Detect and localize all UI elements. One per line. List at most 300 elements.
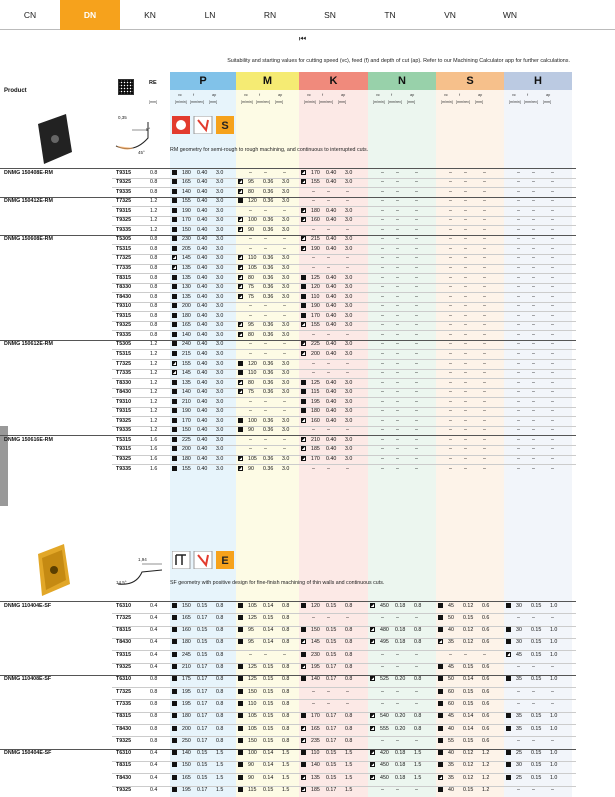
- empty-cell-h: –: [517, 312, 520, 319]
- cell-f-p: 0.17: [197, 676, 208, 683]
- cell-f-p: 0.40: [197, 370, 208, 377]
- subunit-f-h: [mm/rev]: [524, 100, 538, 104]
- empty-cell-h: –: [517, 331, 520, 338]
- cell-vc-p: 170: [182, 217, 191, 224]
- empty-cell-h: –: [551, 265, 554, 271]
- grade[interactable]: T6310: [116, 602, 132, 609]
- empty-cell-n: –: [396, 265, 399, 271]
- cell-f-p: 0.15: [197, 762, 208, 769]
- corner-radius: 1.2: [150, 427, 158, 434]
- empty-cell-h: –: [551, 341, 554, 348]
- secondary-choice-icon: [301, 217, 306, 222]
- grade[interactable]: T5315: [116, 245, 132, 252]
- grade[interactable]: T9315: [116, 446, 132, 453]
- cell-f-m: 0.15: [263, 737, 274, 744]
- grade[interactable]: T7325: [116, 360, 132, 367]
- primary-choice-icon: [238, 639, 243, 644]
- empty-cell-n: –: [396, 427, 399, 434]
- cell-ap-n: 0.8: [414, 627, 422, 634]
- product-code[interactable]: DNMG 110408E-SF: [4, 676, 52, 683]
- cell-ap-k: 3.0: [345, 350, 353, 357]
- empty-cell-h: –: [532, 284, 535, 291]
- secondary-choice-icon: [370, 639, 375, 644]
- cell-ap-s: 0.6: [482, 664, 490, 670]
- primary-choice-icon: [172, 713, 177, 718]
- grade[interactable]: T9315: [116, 169, 132, 176]
- empty-cell-n: –: [415, 389, 418, 396]
- empty-cell-s: –: [449, 274, 452, 281]
- empty-cell-n: –: [415, 446, 418, 453]
- empty-cell-n: –: [396, 465, 399, 472]
- empty-cell-s: –: [464, 217, 467, 224]
- grade[interactable]: T9335: [116, 331, 132, 338]
- primary-choice-icon: [172, 689, 177, 694]
- primary-choice-icon: [438, 615, 443, 620]
- table-row: [0, 359, 576, 369]
- table-row: [0, 378, 576, 388]
- empty-cell-k: –: [346, 688, 349, 695]
- corner-radius: 1.2: [150, 389, 158, 396]
- tab-sn[interactable]: SN: [324, 10, 336, 20]
- empty-cell-n: –: [381, 446, 384, 453]
- empty-cell-s: –: [483, 417, 486, 424]
- material-header-m: M: [236, 72, 299, 90]
- empty-cell-h: –: [532, 245, 535, 252]
- grade[interactable]: T7325: [116, 614, 132, 621]
- empty-cell-h: –: [551, 446, 554, 453]
- tab-kn[interactable]: KN: [144, 10, 156, 20]
- grade[interactable]: T7335: [116, 700, 132, 707]
- grade[interactable]: T5315: [116, 436, 132, 443]
- empty-cell-m: –: [283, 169, 286, 176]
- cell-ap-s: 0.6: [482, 737, 490, 744]
- empty-cell-h: –: [551, 700, 554, 707]
- cell-f-m: 0.36: [263, 427, 274, 434]
- cell-ap-k: 3.0: [345, 179, 353, 186]
- grade[interactable]: T9325: [116, 664, 132, 670]
- cell-vc-p: 195: [182, 787, 191, 793]
- first-page-icon[interactable]: ⏮: [299, 34, 307, 43]
- secondary-choice-icon: [301, 208, 306, 213]
- grade[interactable]: T9325: [116, 217, 132, 224]
- cell-f-n: 0.18: [395, 627, 406, 634]
- secondary-choice-icon: [370, 627, 375, 632]
- grade[interactable]: T9335: [116, 188, 132, 195]
- empty-cell-s: –: [483, 379, 486, 386]
- empty-cell-n: –: [381, 737, 384, 744]
- tab-cn[interactable]: CN: [23, 10, 37, 20]
- cell-vc-p: 140: [182, 188, 191, 195]
- primary-choice-icon: [172, 389, 177, 394]
- cell-f-m: 0.36: [263, 379, 274, 386]
- grade[interactable]: T7325: [116, 255, 132, 262]
- cell-vc-m: 80: [248, 379, 254, 386]
- grade[interactable]: T9315: [116, 651, 132, 658]
- table-row: [0, 724, 576, 734]
- primary-choice-icon: [172, 399, 177, 404]
- grade[interactable]: T9325: [116, 179, 132, 186]
- empty-cell-s: –: [483, 274, 486, 281]
- empty-cell-h: –: [532, 614, 535, 621]
- empty-cell-s: –: [464, 236, 467, 243]
- cell-ap-k: 3.0: [345, 312, 353, 319]
- grade[interactable]: T8430: [116, 725, 132, 732]
- primary-choice-icon: [238, 418, 243, 423]
- empty-cell-n: –: [381, 198, 384, 205]
- empty-cell-h: –: [551, 408, 554, 415]
- grade[interactable]: T9310: [116, 398, 132, 405]
- grade[interactable]: T8315: [116, 274, 132, 281]
- cell-vc-m: 150: [248, 688, 257, 695]
- empty-cell-n: –: [415, 236, 418, 243]
- cell-ap-m: 0.8: [282, 614, 290, 621]
- cell-ap-p: 0.8: [216, 639, 224, 646]
- cell-ap-m: 1.5: [282, 774, 290, 781]
- grade[interactable]: T8430: [116, 774, 132, 781]
- empty-cell-k: –: [346, 427, 349, 434]
- table-row: [0, 675, 576, 685]
- secondary-choice-icon: [238, 294, 243, 299]
- secondary-choice-icon: [172, 265, 177, 270]
- table-row: [0, 369, 576, 379]
- grade[interactable]: T5305: [116, 236, 132, 243]
- cell-ap-k: 3.0: [345, 417, 353, 424]
- cell-ap-p: 3.0: [216, 417, 224, 424]
- empty-cell-k: –: [327, 198, 330, 205]
- grade[interactable]: T8330: [116, 379, 132, 386]
- cell-ap-s: 0.6: [482, 725, 490, 732]
- tab-vn[interactable]: VN: [444, 10, 456, 20]
- cell-vc-k: 200: [311, 350, 320, 357]
- primary-choice-icon: [301, 750, 306, 755]
- grade[interactable]: T9335: [116, 226, 132, 233]
- cell-vc-p: 140: [182, 331, 191, 338]
- table-row: [0, 435, 576, 445]
- cell-ap-m: 0.8: [282, 737, 290, 744]
- corner-radius: 0.4: [150, 664, 158, 670]
- cell-ap-p: 3.0: [216, 207, 224, 214]
- empty-cell-m: –: [283, 245, 286, 252]
- cell-ap-m: 3.0: [282, 217, 290, 224]
- tab-ln[interactable]: LN: [204, 10, 216, 20]
- empty-cell-h: –: [532, 456, 535, 462]
- cell-vc-p: 155: [182, 198, 191, 205]
- grade[interactable]: T9335: [116, 465, 132, 472]
- primary-choice-icon: [172, 380, 177, 385]
- empty-cell-s: –: [449, 341, 452, 348]
- cell-f-m: 0.36: [263, 465, 274, 472]
- cell-ap-m: 0.8: [282, 639, 290, 646]
- primary-choice-icon: [172, 639, 177, 644]
- empty-cell-m: –: [283, 651, 286, 658]
- grade[interactable]: T8315: [116, 713, 132, 720]
- corner-radius: 0.4: [150, 787, 158, 793]
- cell-f-m: 0.36: [263, 293, 274, 300]
- empty-cell-k: –: [312, 700, 315, 707]
- subcol-f-h: f: [527, 93, 529, 97]
- empty-cell-m: –: [283, 341, 286, 348]
- grade[interactable]: T9325: [116, 322, 132, 329]
- empty-cell-m: –: [249, 303, 252, 310]
- subunit-vc-s: [m/min]: [441, 100, 453, 104]
- empty-cell-s: –: [483, 188, 486, 195]
- empty-cell-n: –: [415, 198, 418, 205]
- empty-cell-s: –: [483, 427, 486, 434]
- empty-cell-n: –: [396, 408, 399, 415]
- product-code[interactable]: DNMG 110404E-SF: [4, 602, 52, 609]
- cell-f-m: 0.15: [263, 676, 274, 683]
- cell-ap-p: 0.8: [216, 664, 224, 670]
- empty-cell-s: –: [449, 417, 452, 424]
- corner-radius: 1.2: [150, 417, 158, 424]
- cell-ap-m: 3.0: [282, 226, 290, 233]
- primary-choice-icon: [238, 427, 243, 432]
- empty-cell-s: –: [464, 198, 467, 205]
- grade[interactable]: T9325: [116, 417, 132, 424]
- product-code[interactable]: DNMG 150408E-RM: [4, 169, 53, 176]
- tab-tn[interactable]: TN: [384, 10, 396, 20]
- primary-choice-icon: [238, 713, 243, 718]
- cell-vc-s: 45: [448, 713, 454, 720]
- cell-f-s: 0.14: [463, 713, 474, 720]
- cell-f-k: 0.40: [326, 322, 337, 329]
- subcol-ap-p: ap: [212, 93, 217, 97]
- cell-vc-m: 80: [248, 274, 254, 281]
- cell-f-k: 0.40: [326, 389, 337, 396]
- cell-vc-p: 155: [182, 360, 191, 367]
- empty-cell-s: –: [483, 255, 486, 262]
- cell-vc-m: 95: [248, 639, 254, 646]
- empty-cell-m: –: [264, 312, 267, 319]
- empty-cell-m: –: [283, 398, 286, 405]
- grade[interactable]: T8430: [116, 293, 132, 300]
- cell-vc-p: 165: [182, 322, 191, 329]
- grade[interactable]: T7325: [116, 198, 132, 205]
- cell-vc-k: 140: [311, 762, 320, 769]
- cell-vc-m: 110: [248, 255, 257, 262]
- grade[interactable]: T8330: [116, 284, 132, 291]
- grade[interactable]: T6310: [116, 676, 132, 683]
- cell-ap-k: 0.8: [345, 725, 353, 732]
- empty-cell-s: –: [464, 274, 467, 281]
- cell-vc-k: 170: [311, 312, 320, 319]
- cell-vc-p: 145: [182, 255, 191, 262]
- tab-dn[interactable]: DN: [60, 0, 120, 30]
- primary-choice-icon: [238, 762, 243, 767]
- cell-f-m: 0.14: [263, 750, 274, 757]
- subunit-vc-m: [m/min]: [241, 100, 253, 104]
- empty-cell-n: –: [381, 688, 384, 695]
- cell-vc-m: 95: [248, 179, 254, 186]
- cell-f-p: 0.17: [197, 725, 208, 732]
- subunit-ap-n: [mm]: [407, 100, 415, 104]
- product-code[interactable]: DNMG 150608E-RM: [4, 236, 53, 243]
- tab-wn[interactable]: WN: [502, 10, 518, 20]
- cell-f-k: 0.40: [326, 303, 337, 310]
- grade[interactable]: T9310: [116, 303, 132, 310]
- grade[interactable]: T5315: [116, 350, 132, 357]
- cell-ap-k: 3.0: [345, 284, 353, 291]
- empty-cell-h: –: [551, 169, 554, 176]
- grade[interactable]: T6310: [116, 750, 132, 757]
- grade[interactable]: T7335: [116, 370, 132, 377]
- empty-cell-h: –: [517, 664, 520, 670]
- primary-choice-icon: [238, 627, 243, 632]
- cell-f-s: 0.12: [463, 627, 474, 634]
- cell-vc-s: 40: [448, 725, 454, 732]
- empty-cell-h: –: [551, 255, 554, 262]
- empty-cell-n: –: [415, 688, 418, 695]
- cell-vc-k: 195: [311, 664, 320, 670]
- empty-cell-m: –: [264, 207, 267, 214]
- cell-vc-k: 140: [311, 676, 320, 683]
- grade[interactable]: T5305: [116, 341, 132, 348]
- cell-f-s: 0.12: [463, 602, 474, 609]
- insert-shape-tabs: [0, 0, 615, 30]
- grade[interactable]: T9335: [116, 427, 132, 434]
- empty-cell-h: –: [551, 370, 554, 377]
- primary-choice-icon: [172, 762, 177, 767]
- empty-cell-h: –: [532, 688, 535, 695]
- product-code[interactable]: DNMG 150612E-RM: [4, 341, 53, 348]
- cell-vc-p: 210: [182, 398, 191, 405]
- subunit-vc-h: [m/min]: [509, 100, 521, 104]
- primary-choice-icon: [172, 456, 177, 461]
- empty-cell-s: –: [464, 169, 467, 176]
- product-code[interactable]: DNMG 150404E-SF: [4, 750, 52, 757]
- primary-choice-icon: [172, 208, 177, 213]
- tab-rn[interactable]: RN: [263, 10, 277, 20]
- grade[interactable]: T9325: [116, 787, 132, 793]
- secondary-choice-icon: [301, 639, 306, 644]
- cell-f-h: 0.15: [531, 639, 542, 646]
- subcol-ap-n: ap: [410, 93, 415, 97]
- rm-geometry-description: RM geometry for semi-rough to rough machining, and continuous to interrupted cuts.: [170, 147, 369, 153]
- secondary-choice-icon: [238, 255, 243, 260]
- product-code[interactable]: DNMG 150616E-RM: [4, 436, 53, 443]
- grade[interactable]: T8315: [116, 627, 132, 634]
- secondary-choice-icon: [301, 170, 306, 175]
- grade[interactable]: T8315: [116, 762, 132, 769]
- cell-ap-k: 1.5: [345, 787, 353, 793]
- grade[interactable]: T9325: [116, 737, 132, 744]
- cell-f-s: 0.15: [463, 664, 474, 670]
- empty-cell-m: –: [283, 446, 286, 453]
- empty-cell-n: –: [415, 465, 418, 472]
- grade[interactable]: T7325: [116, 688, 132, 695]
- secondary-choice-icon: [370, 750, 375, 755]
- empty-cell-h: –: [551, 188, 554, 195]
- cell-f-s: 0.15: [463, 688, 474, 695]
- secondary-choice-icon: [238, 322, 243, 327]
- grade[interactable]: T8430: [116, 389, 132, 396]
- table-row: [0, 311, 576, 321]
- empty-cell-n: –: [381, 417, 384, 424]
- cell-ap-s: 0.6: [482, 676, 490, 683]
- subunit-vc-n: [m/min]: [373, 100, 385, 104]
- secondary-choice-icon: [370, 775, 375, 780]
- cell-f-k: 0.15: [326, 639, 337, 646]
- cell-vc-p: 240: [182, 341, 191, 348]
- primary-choice-icon: [238, 750, 243, 755]
- empty-cell-n: –: [381, 331, 384, 338]
- empty-cell-m: –: [249, 341, 252, 348]
- secondary-choice-icon: [301, 456, 306, 461]
- grade[interactable]: T8430: [116, 639, 132, 646]
- corner-radius: 0.8: [150, 236, 158, 243]
- empty-cell-n: –: [415, 737, 418, 744]
- cell-vc-k: 180: [311, 408, 320, 415]
- empty-cell-n: –: [381, 341, 384, 348]
- grade[interactable]: T9325: [116, 456, 132, 462]
- cell-f-m: 0.15: [263, 713, 274, 720]
- empty-cell-n: –: [381, 245, 384, 252]
- table-row: [0, 638, 576, 648]
- table-row: [0, 613, 576, 623]
- empty-cell-h: –: [551, 379, 554, 386]
- primary-choice-icon: [238, 603, 243, 608]
- empty-cell-n: –: [415, 188, 418, 195]
- table-row: [0, 407, 576, 417]
- empty-cell-h: –: [532, 293, 535, 300]
- cell-vc-k: 160: [311, 217, 320, 224]
- cell-vc-n: 450: [380, 774, 389, 781]
- empty-cell-h: –: [551, 389, 554, 396]
- empty-cell-k: –: [312, 226, 315, 233]
- grade[interactable]: T9315: [116, 408, 132, 415]
- empty-cell-h: –: [532, 389, 535, 396]
- table-row: [0, 197, 576, 207]
- cell-vc-n: 450: [380, 602, 389, 609]
- cell-vc-m: 120: [248, 360, 257, 367]
- cell-ap-k: 3.0: [345, 293, 353, 300]
- empty-cell-s: –: [483, 265, 486, 271]
- empty-cell-s: –: [464, 245, 467, 252]
- corner-radius: 0.4: [150, 651, 158, 658]
- cell-f-p: 0.17: [197, 713, 208, 720]
- secondary-choice-icon: [438, 639, 443, 644]
- secondary-choice-icon: [238, 217, 243, 222]
- primary-choice-icon: [301, 676, 306, 681]
- primary-choice-icon: [172, 603, 177, 608]
- empty-cell-s: –: [483, 169, 486, 176]
- primary-choice-icon: [172, 198, 177, 203]
- cell-ap-p: 3.0: [216, 236, 224, 243]
- empty-cell-k: –: [327, 360, 330, 367]
- qr-code-icon[interactable]: [118, 79, 134, 95]
- table-row: [0, 455, 576, 465]
- grade[interactable]: T9315: [116, 207, 132, 214]
- cell-ap-k: 3.0: [345, 389, 353, 396]
- empty-cell-s: –: [483, 207, 486, 214]
- empty-cell-s: –: [449, 293, 452, 300]
- cell-f-m: 0.36: [263, 322, 274, 329]
- product-code[interactable]: DNMG 150412E-RM: [4, 198, 53, 205]
- grade[interactable]: T7335: [116, 265, 132, 271]
- grade[interactable]: T9315: [116, 312, 132, 319]
- corner-radius: 0.8: [150, 700, 158, 707]
- empty-cell-s: –: [483, 217, 486, 224]
- cell-f-p: 0.40: [197, 169, 208, 176]
- empty-cell-s: –: [464, 341, 467, 348]
- cell-f-p: 0.17: [197, 787, 208, 793]
- cell-ap-k: 0.8: [345, 602, 353, 609]
- empty-cell-s: –: [464, 360, 467, 367]
- cell-vc-k: 185: [311, 446, 320, 453]
- subcol-vc-k: vc: [307, 93, 311, 97]
- cell-vc-p: 160: [182, 627, 191, 634]
- cell-vc-p: 175: [182, 676, 191, 683]
